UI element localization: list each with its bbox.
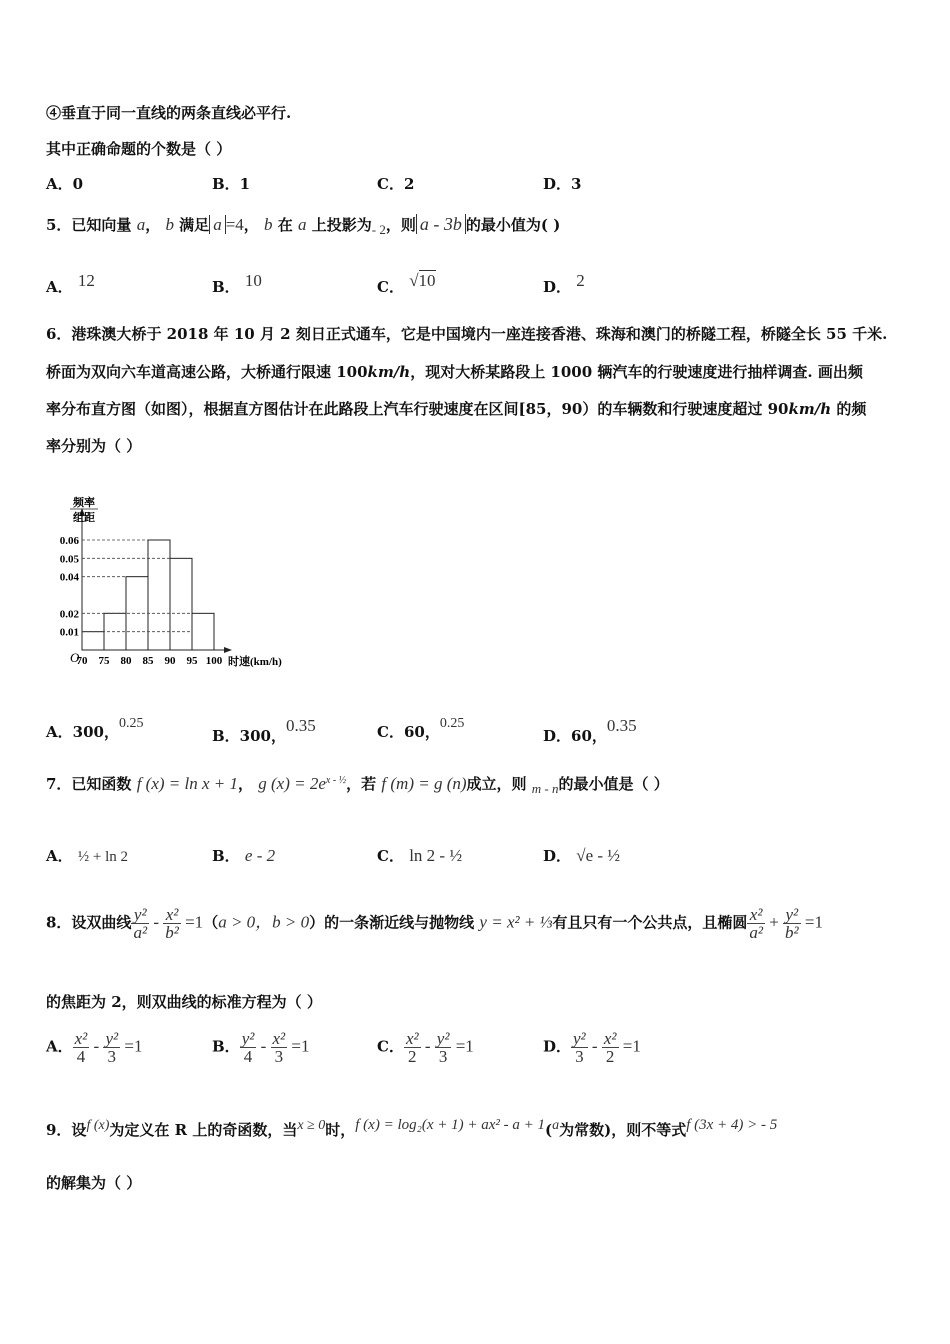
x-tick-label: 80 — [120, 655, 132, 667]
option-d[interactable]: D．3 — [543, 175, 582, 193]
y-tick-label: 0.04 — [59, 571, 79, 584]
q8-option-c-num2: y² — [436, 1029, 450, 1048]
q5-option-a-value: 12 — [77, 271, 95, 290]
q9-number: 9．设 — [46, 1121, 87, 1139]
q9-fx: f (x) — [86, 1118, 110, 1133]
q5-number: 5．已知向量 — [46, 216, 132, 234]
question-5 — [46, 214, 560, 238]
y-tick-label: 0.02 — [59, 608, 79, 621]
q7-option-a-label: A． — [46, 847, 73, 865]
q5-option-c-radicand: 10 — [418, 271, 436, 290]
q7-option-a-value: ½ + ln 2 — [77, 849, 129, 865]
q8-option-a-num2: y² — [105, 1029, 119, 1048]
q5-eq4: =4 — [225, 215, 244, 234]
q6-line-2 — [46, 361, 863, 382]
sqrt-icon: √ — [409, 271, 419, 290]
q6-option-a-value: 0.25 — [118, 716, 144, 731]
q8-option-d-label: D． — [543, 1037, 572, 1056]
q5-abs-a: a — [209, 215, 226, 234]
x-tick-label: 70 — [76, 655, 88, 667]
q7-option-c-value: ln 2 - ½ — [409, 846, 463, 865]
q7-f-definition: f (x) = ln x + 1 — [136, 774, 238, 793]
q8-option-b-label: B． — [212, 1037, 240, 1056]
q5-comma: ， — [145, 216, 161, 234]
q6-unit-2: km/h — [788, 400, 832, 418]
q7-then: 成立，则 — [466, 775, 527, 793]
x-axis-arrow-icon — [224, 647, 232, 653]
q8-line-2: 的焦距为 2，则双曲线的标准方程为（ ） — [46, 993, 322, 1011]
q8-option-a-label: A． — [46, 1037, 73, 1056]
q5-vector-a-2: a — [298, 215, 307, 234]
q6-line-2b: ，现对大桥某路段上 1000 辆汽车的行驶速度进行抽样调查. 画出频 — [410, 363, 863, 381]
q8-option-d-num1: y² — [573, 1029, 586, 1048]
q5-neg2: - 2 — [371, 222, 386, 237]
q8-option-c-den2: 3 — [438, 1047, 448, 1066]
q5-option-d[interactable] — [543, 271, 585, 297]
q5-expr — [416, 214, 466, 234]
q7-if: ，若 — [346, 775, 377, 793]
histogram-bar — [82, 632, 104, 650]
q5-satisfy: 满足 — [179, 216, 210, 234]
q5-option-d-label: D． — [543, 278, 572, 296]
y-axis-label-bottom: 组距 — [73, 512, 95, 524]
question-count-prompt: 其中正确命题的个数是（ ） — [46, 140, 232, 158]
q7-option-d-value: √e - ½ — [576, 846, 621, 865]
q7-comma: ， — [238, 775, 254, 793]
x-tick-label: 100 — [205, 655, 223, 667]
q6-option-c-value: 0.25 — [439, 716, 465, 731]
origin-label: O — [70, 650, 80, 665]
x-tick-label: 75 — [98, 655, 110, 667]
q9-text-4: ( — [545, 1121, 553, 1139]
q5-option-c-label: C． — [377, 278, 404, 296]
q7-option-a[interactable] — [46, 845, 128, 866]
q7-option-b-value: e - 2 — [244, 846, 276, 865]
question-7 — [46, 773, 669, 797]
x-tick-label: 90 — [164, 655, 176, 667]
q7-option-d[interactable] — [543, 845, 620, 866]
y-tick-label: 0.06 — [59, 535, 79, 547]
option-c[interactable]: C．2 — [377, 175, 415, 193]
q8-option-b-den2: 3 — [274, 1047, 284, 1066]
q6-line-2a: 桥面为双向六车道高速公路，大桥通行限速 100 — [46, 363, 368, 381]
q9-line-2: 的解集为（ ） — [46, 1174, 142, 1192]
q8-hyperbola-term-1: $\frac{\text{y²}}{\text{a²}}$ — [133, 905, 148, 942]
q6-line-1: 6．港珠澳大桥于 2018 年 10 月 2 刻日正式通车，它是中国境内一座连接香港、珠海和澳门的桥隧工程，桥隧全长 55 千米. — [46, 325, 888, 343]
y-tick-label: 0.05 — [59, 553, 79, 566]
q8-option-a[interactable]: A． $\frac{\text{x²}}{4}$ - $\frac{\text{y²}}{3}$ =1 — [46, 1029, 143, 1066]
q9-text-2: 上的奇函数，当 — [192, 1121, 298, 1139]
q7-option-b-label: B． — [212, 847, 240, 865]
q9-text-3: 时， — [325, 1121, 356, 1139]
q7-g-exponent: x - ½ — [325, 775, 347, 786]
q5-vector-b-2: b — [264, 215, 273, 234]
q5-comma-2: ， — [243, 216, 259, 234]
q5-option-c[interactable] — [377, 271, 436, 297]
q8-option-c-label: C． — [377, 1037, 404, 1056]
q6-option-d[interactable] — [543, 716, 637, 746]
q9-R: R — [174, 1121, 188, 1139]
q5-then: ，则 — [385, 216, 416, 234]
q8-option-c-num1: x² — [405, 1029, 419, 1048]
q5-option-c-value — [409, 270, 435, 290]
q6-option-c[interactable] — [377, 716, 464, 742]
q9-inequality: f (3x + 4) > - 5 — [686, 1117, 778, 1133]
q7-expression: m - n — [531, 781, 559, 796]
q9-definition: f (x) = log₂(x + 1) + ax² - a + 1 — [355, 1117, 545, 1133]
question-9 — [46, 1117, 777, 1140]
q8-condition: a > 0，b > 0 — [218, 912, 310, 932]
q8-option-d-den2: 2 — [605, 1047, 615, 1066]
q8-option-c-den1: 2 — [408, 1047, 417, 1066]
q5-expr-rest: - 3b — [428, 214, 462, 234]
q8-option-d-den1: 3 — [575, 1047, 584, 1066]
q8-option-b-num1: y² — [241, 1029, 255, 1048]
q8-text-2: 有且只有一个公共点，且椭圆 — [552, 913, 748, 932]
q5-option-b-label: B． — [212, 278, 240, 296]
q9-text-5: 为常数)，则不等式 — [559, 1121, 687, 1139]
q7-condition: f (m) = g (n) — [381, 774, 467, 793]
option-a[interactable]: A．0 — [46, 175, 84, 193]
q8-option-c[interactable]: C． $\frac{\text{x²}}{2}$ - $\frac{\text{y²}}{3}$ =1 — [377, 1029, 474, 1066]
histogram-bar — [148, 540, 170, 650]
q9-text-1: 为定义在 — [109, 1121, 170, 1139]
x-axis-label: 时速(km/h) — [228, 656, 282, 668]
q5-option-b-value: 10 — [244, 271, 262, 290]
q7-end: 的最小值是（ ） — [558, 775, 669, 793]
q7-option-b[interactable] — [212, 845, 275, 866]
q8-option-d[interactable]: D． $\frac{\text{y²}}{3}$ - $\frac{\text{x²}}{2}$ =1 — [543, 1029, 641, 1066]
q8-ellipse-term-1: $\frac{\text{x²}}{\text{a²}}$ — [749, 905, 763, 942]
option-b[interactable]: B．1 — [212, 175, 251, 193]
q7-option-c[interactable] — [377, 845, 462, 866]
histogram-bar — [192, 613, 214, 650]
q6-option-c-label: C．60， — [377, 723, 440, 741]
q9-a: a — [552, 1118, 560, 1133]
q5-on: 在 — [277, 216, 293, 234]
q9-condition: x ≥ 0 — [297, 1118, 326, 1133]
q5-option-a[interactable] — [46, 271, 95, 297]
q6-line-3b: 的频 — [831, 400, 867, 418]
q5-option-b[interactable] — [212, 271, 262, 297]
q8-ellipse-term-2: $\frac{\text{y²}}{\text{b²}}$ — [785, 905, 799, 942]
q6-option-b-value: 0.35 — [286, 716, 316, 735]
q8-number: 8．设双曲线 — [46, 913, 132, 932]
q8-option-b-den1: 4 — [243, 1047, 253, 1066]
statement-4: ④垂直于同一直线的两条直线必平行. — [46, 104, 292, 122]
q7-option-c-label: C． — [377, 847, 404, 865]
x-tick-label: 95 — [186, 655, 198, 667]
q8-text-1: 的一条渐近线与抛物线 — [324, 913, 475, 932]
q6-option-b[interactable] — [212, 716, 316, 746]
q8-option-a-den1: 4 — [76, 1047, 86, 1066]
frequency-histogram — [44, 492, 324, 672]
q7-option-d-label: D． — [543, 847, 572, 865]
q6-option-b-label: B．300， — [212, 727, 286, 745]
q7-number: 7．已知函数 — [46, 775, 132, 793]
q7-g-definition: g (x) = 2e — [258, 774, 326, 793]
q6-line-4: 率分别为（ ） — [46, 437, 142, 455]
q8-hyperbola-term-2: $\frac{\text{x²}}{\text{b²}}$ — [165, 905, 179, 942]
q5-vector-b: b — [165, 215, 174, 234]
q5-proj: 上投影为 — [311, 216, 372, 234]
histogram-bar — [170, 558, 192, 650]
q8-option-a-num1: x² — [74, 1029, 88, 1048]
q6-unit: km/h — [367, 363, 411, 381]
q5-expr-a: a — [419, 214, 429, 234]
y-tick-label: 0.01 — [59, 626, 79, 639]
q8-parabola: y = x² + ⅓ — [479, 912, 553, 932]
question-8: 8．设双曲线 $\frac{\text{y²}}{\text{a²}}$ - $\frac{\text{x²}}{\text{b²}}$ =1（a > 0，b > 0）的一条渐近线与抛物线 y = x² + ⅓有且只有一个公共点，且椭圆 $\frac{\text{x²}}{\text{a²}}$ + $\frac{\text{y²}}{\text{b²}}$ =1 — [46, 905, 823, 942]
q8-option-b-num2: x² — [272, 1029, 286, 1048]
x-tick-label: 85 — [142, 655, 154, 667]
q8-option-d-num2: x² — [603, 1029, 617, 1048]
q6-option-d-label: D．60， — [543, 727, 607, 745]
q5-option-a-label: A． — [46, 278, 73, 296]
y-axis-label-top: 频率 — [73, 497, 95, 509]
q5-vector-a: a — [136, 215, 146, 234]
q6-option-a-label: A．300， — [46, 723, 119, 741]
q8-option-b[interactable]: B． $\frac{\text{y²}}{4}$ - $\frac{\text{x²}}{3}$ =1 — [212, 1029, 310, 1066]
q6-line-3a: 率分布直方图（如图），根据直方图估计在此路段上汽车行驶速度在区间[85，90）的车辆数和行驶速度超过 90 — [46, 400, 789, 418]
q8-option-a-den2: 3 — [107, 1047, 117, 1066]
q6-option-d-value: 0.35 — [606, 716, 637, 735]
q6-option-a[interactable] — [46, 716, 143, 742]
q5-end: 的最小值为( ) — [465, 216, 561, 234]
q5-option-d-value: 2 — [576, 271, 585, 290]
q6-line-3 — [46, 398, 866, 419]
